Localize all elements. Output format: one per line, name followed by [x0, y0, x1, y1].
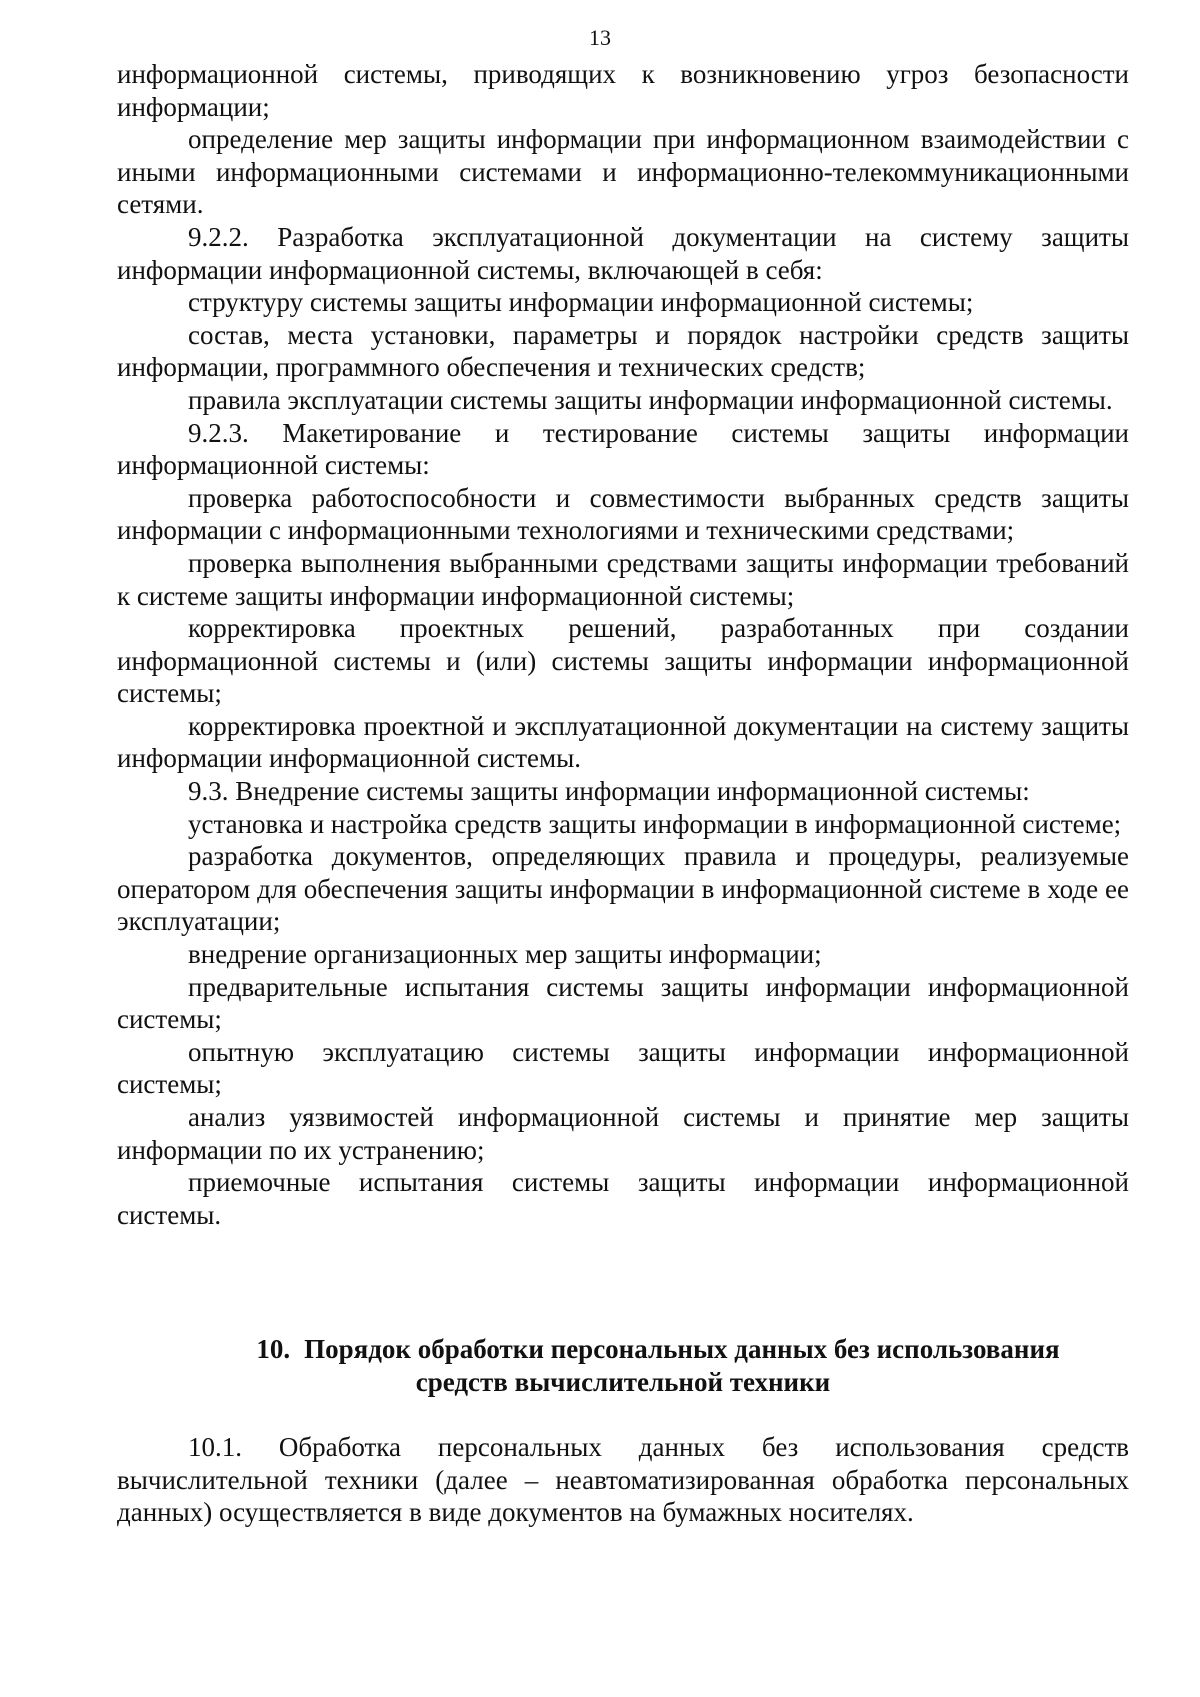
section-number: 10.	[256, 1334, 291, 1364]
paragraph: 9.2.2. Разработка эксплуатационной документации на систему защиты информации информационной системы, включающей в себя:	[117, 221, 1129, 285]
paragraph: проверка работоспособности и совместимости выбранных средств защиты информации с информационными технологиями и техническими средствами;	[117, 482, 1129, 546]
page-number: 13	[589, 25, 611, 50]
paragraph: состав, места установки, параметры и порядок настройки средств защиты информации, программного обеспечения и технических средств;	[117, 319, 1129, 383]
paragraph: корректировка проектных решений, разработанных при создании информационной системы и (или) системы защиты информации информационной системы;	[117, 613, 1129, 709]
paragraph: правила эксплуатации системы защиты информации информационной системы.	[188, 384, 1113, 415]
paragraph: опытную эксплуатацию системы защиты информации информационной системы;	[117, 1036, 1129, 1100]
paragraph: 10.1. Обработка персональных данных без использования средств вычислительной техники (далее – неавтоматизированная обработка персональных данных) осуществляется в виде документов на бумажных носителях.	[117, 1432, 1129, 1528]
paragraph: предварительные испытания системы защиты информации информационной системы;	[117, 971, 1129, 1035]
paragraph: проверка выполнения выбранными средствами защиты информации требований к системе защиты информации информационной системы;	[117, 547, 1129, 611]
paragraph: корректировка проектной и эксплуатационной документации на систему защиты информации информационной системы.	[117, 710, 1129, 774]
paragraph: определение мер защиты информации при информационном взаимодействии с иными информационными системами и информационно-телекоммуникационными сетями.	[117, 124, 1129, 220]
document-body	[117, 58, 1129, 1231]
section-heading-line-1	[117, 1333, 1129, 1366]
paragraph: 9.3. Внедрение системы защиты информации информационной системы:	[188, 776, 1030, 807]
section-body	[117, 1431, 1129, 1529]
paragraph: структуру системы защиты информации информационной системы;	[188, 287, 974, 318]
paragraph: установка и настройка средств защиты информации в информационной системе;	[188, 808, 1122, 839]
paragraph: внедрение организационных мер защиты информации;	[188, 939, 822, 970]
paragraph: информационной системы, приводящих к возникновению угроз безопасности информации;	[117, 59, 1129, 122]
section-heading	[117, 1333, 1129, 1398]
paragraph: анализ уязвимостей информационной системы и принятие мер защиты информации по их устранению;	[117, 1102, 1129, 1165]
paragraph: приемочные испытания системы защиты информации информационной системы.	[117, 1167, 1129, 1230]
paragraph: 9.2.3. Макетирование и тестирование системы защиты информации информационной системы:	[117, 417, 1129, 481]
section-title-line-2: средств вычислительной техники	[415, 1366, 831, 1397]
section-title-line-1: Порядок обработки персональных данных без использования	[304, 1334, 1060, 1364]
paragraph: разработка документов, определяющих правила и процедуры, реализуемые оператором для обеспечения защиты информации в информационной системе в ходе ее эксплуатации;	[117, 841, 1129, 937]
